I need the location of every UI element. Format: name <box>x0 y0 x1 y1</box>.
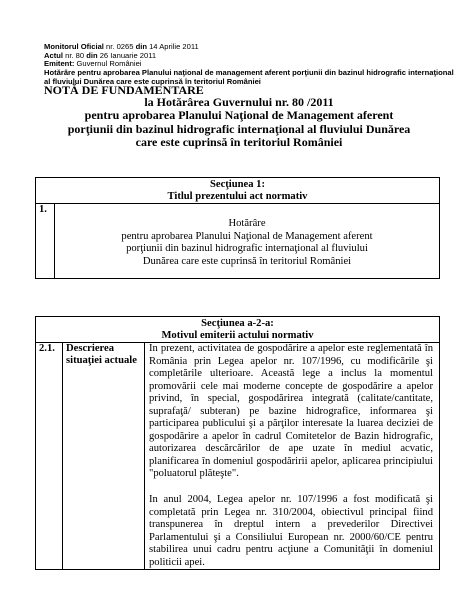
section-1-title: Secţiunea 1: <box>209 179 266 190</box>
section-2-paragraph-2: In anul 2004, Legea apelor nr. 107/1996 a fost modificată şi completată prin Legea nr. 310/2004, obiectivul principal fiind transpunerea în dreptul intern a prevederilor Directivei Parlamentului şi a Consiliului European nr. 2000/60/CE pentru stabilirea unui cadru pentru acţiune a Comunităţii în domeniul politicii apei. <box>149 494 433 568</box>
document-title: NOTĂ DE FUNDAMENTARE <box>44 83 204 97</box>
section-2-label-line-2: situaţiei actuale <box>66 355 137 366</box>
section-1-number: 1. <box>36 204 55 279</box>
section-1-content-line-4: Dunărea care este cuprinsă în teritoriul României <box>142 255 352 267</box>
meta-issuer-line: Emitent: Guvernul României <box>44 59 142 69</box>
section-1-table <box>35 177 440 279</box>
section-1-content-line-1: Hotărâre <box>228 218 266 229</box>
subtitle-line-1: la Hotărârea Guvernului nr. 80 /2011 <box>144 95 334 109</box>
subtitle-line-3: porţiunii din bazinul hidrografic internaţional al fluviului Dunărea <box>67 121 411 136</box>
section-1-content-line-3: porţiunii din bazinul hidrografic internaţional al fluviului <box>126 243 368 255</box>
document-subtitle <box>44 96 434 149</box>
section-1-header <box>36 178 440 204</box>
section-2-table <box>35 316 440 570</box>
section-2-header <box>36 317 440 343</box>
section-2-label <box>63 343 145 570</box>
section-2-label-line-1: Descrierea <box>66 343 115 354</box>
section-2-paragraph-1: In prezent, activitatea de gospodărire a apelor este reglementată în România prin Legea apelor nr. 107/1996, cu modificările şi completările ulterioare. Această lege a inclus la momentul promovării cele mai moderne concepte de gospodărire a apelor privind, în special, gospodărirea integrată (calitate/cantitate, suprafaţă/ subteran) pe bazine hidrografice, informarea şi participarea publicului şi a părţilor interesate la luarea deciziei de gospodărire a apelor în cadrul Comitetelor de Bazin hidrografic, autorizarea descărcărilor de ape uzate în mediul acvatic, planificarea în domeniul gospodăririi apelor, aplicarea principiului "poluatorul plăteşte". <box>149 343 433 480</box>
publication-metadata <box>44 43 454 87</box>
section-1-content <box>55 204 440 279</box>
meta-gazette-line: Monitorul Oficial nr. 0265 din 14 Aprilie 2011 <box>44 42 199 51</box>
section-2-number: 2.1. <box>36 343 63 570</box>
section-2-title: Secţiunea a-2-a: <box>201 318 274 329</box>
section-2-text <box>145 343 440 570</box>
meta-act-line: Actul nr. 80 din 26 Ianuarie 2011 <box>44 50 157 60</box>
meta-act-title: Hotărâre pentru aprobarea Planului naţional de management aferent porţiunii din bazinul hidrografic internaţional al fluviului Dunărea care este cuprinsă în teritoriul României <box>44 68 454 86</box>
subtitle-line-4: care este cuprinsă în teritoriul României <box>135 134 343 149</box>
section-2-subtitle: Motivul emiterii actului normativ <box>161 330 314 341</box>
section-1-content-line-2: pentru aprobarea Planului Naţional de Management aferent <box>121 230 373 242</box>
section-1-subtitle: Titlul prezentului act normativ <box>167 191 308 202</box>
subtitle-line-2: pentru aprobarea Planului Naţional de Management aferent <box>84 108 394 123</box>
